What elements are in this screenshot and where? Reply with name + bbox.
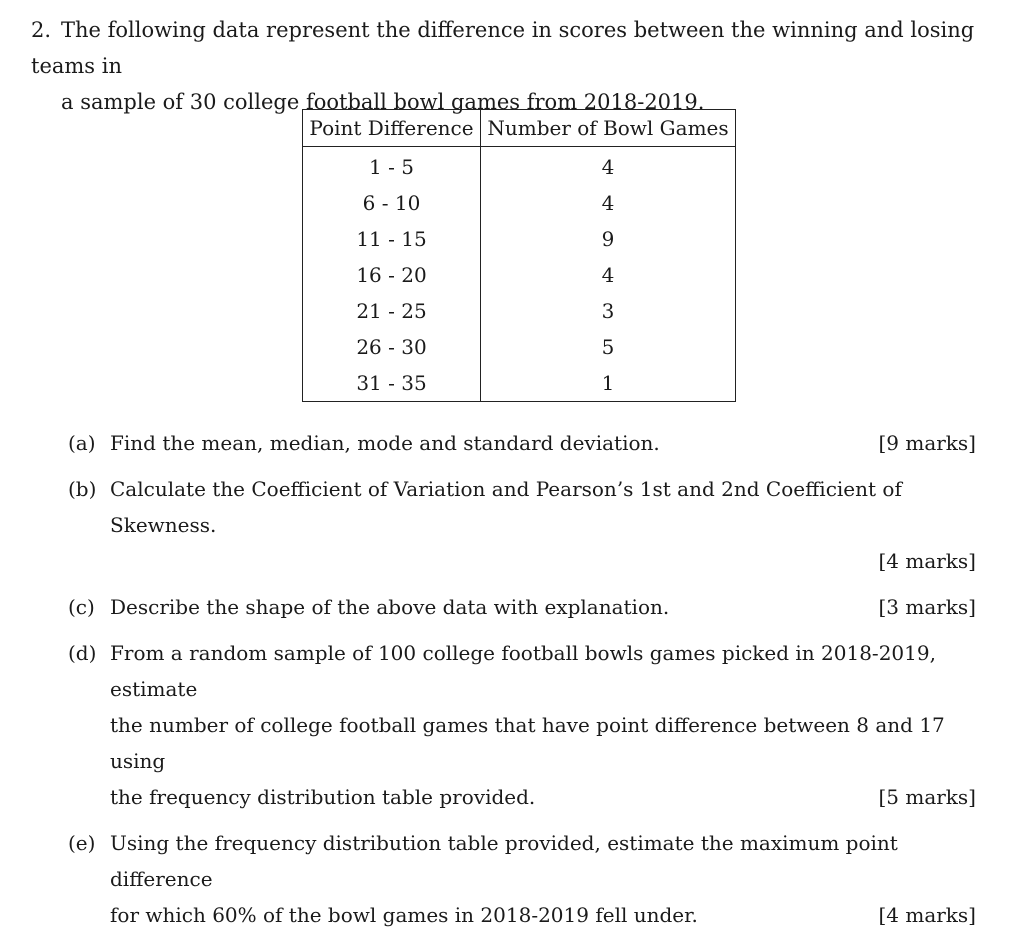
table-row: [303, 185, 736, 221]
part-e: [68, 825, 976, 933]
part-text-line-3: the frequency distribution table provided.: [110, 785, 536, 809]
table-row: [303, 329, 736, 365]
part-text-line-2: the number of college football games that have point difference between 8 and 17 using: [110, 713, 945, 773]
part-label: (b): [68, 477, 97, 501]
cell-range: 16 - 20: [303, 257, 481, 293]
part-text-line-2: for which 60% of the bowl games in 2018-2019 fell under.: [110, 903, 698, 927]
frequency-table: [302, 109, 736, 402]
question-intro: [31, 12, 986, 120]
header-point-difference: Point Difference: [303, 110, 481, 147]
part-text: Calculate the Coefficient of Variation and Pearson’s 1st and 2nd Coefficient of Skewness.: [110, 477, 902, 537]
cell-range: 31 - 35: [303, 365, 481, 402]
cell-count: 1: [601, 371, 615, 395]
part-label: (c): [68, 595, 95, 619]
intro-text-1: The following data represent the difference in scores between the winning and losing teams in: [31, 18, 975, 78]
header-number-of-games: Number of Bowl Games: [481, 110, 736, 147]
part-c: [68, 589, 976, 625]
table-row: [303, 293, 736, 329]
part-text: Describe the shape of the above data with explanation.: [110, 595, 670, 619]
part-marks: [4 marks]: [878, 903, 976, 927]
table-header-row: [303, 110, 736, 147]
cell-range: 1 - 5: [303, 147, 481, 186]
table-row: [303, 257, 736, 293]
cell-range: 21 - 25: [303, 293, 481, 329]
part-marks: [5 marks]: [878, 785, 976, 809]
cell-range: 11 - 15: [303, 221, 481, 257]
part-text: Find the mean, median, mode and standard deviation.: [110, 431, 660, 455]
table-row: [303, 147, 736, 186]
cell-count: 5: [601, 335, 615, 359]
intro-line-1: [31, 12, 986, 84]
part-label: (d): [68, 641, 97, 665]
table-row: [303, 221, 736, 257]
table-row: [303, 365, 736, 402]
cell-count: 4: [601, 191, 615, 215]
part-text-line-1: Using the frequency distribution table provided, estimate the maximum point difference: [110, 831, 898, 891]
cell-count: 4: [601, 263, 615, 287]
part-label: (e): [68, 831, 96, 855]
part-marks: [4 marks]: [878, 549, 976, 573]
part-a: [68, 425, 976, 461]
cell-count: 3: [601, 299, 615, 323]
cell-range: 26 - 30: [303, 329, 481, 365]
part-b: [68, 471, 976, 579]
cell-range: 6 - 10: [303, 185, 481, 221]
part-text-line-1: From a random sample of 100 college football bowls games picked in 2018-2019, estimate: [110, 641, 936, 701]
question-number: 2.: [31, 18, 52, 42]
cell-count: 9: [601, 227, 615, 251]
part-d: [68, 635, 976, 815]
part-label: (a): [68, 431, 96, 455]
part-marks: [9 marks]: [878, 431, 976, 455]
part-marks: [3 marks]: [878, 595, 976, 619]
intro-line-2: a sample of 30 college football bowl games from 2018-2019.: [61, 90, 705, 114]
cell-count: 4: [601, 155, 615, 179]
question-parts: [68, 425, 976, 943]
